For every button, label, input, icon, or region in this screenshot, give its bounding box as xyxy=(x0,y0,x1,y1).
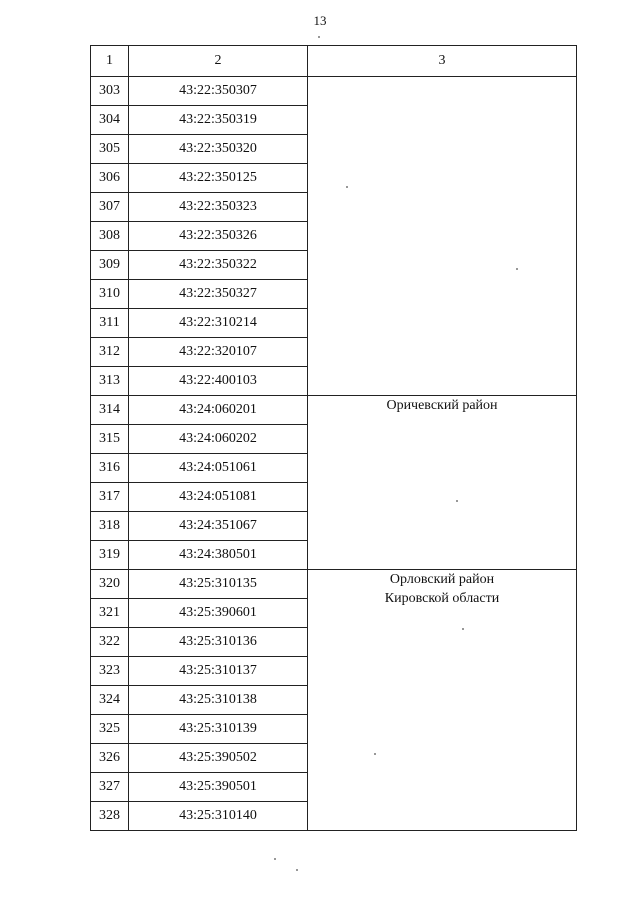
cadastral-code: 43:25:310139 xyxy=(129,715,308,744)
table-row xyxy=(91,396,577,425)
header-col-3: 3 xyxy=(308,46,577,77)
scan-speck xyxy=(374,753,376,755)
row-number: 312 xyxy=(91,338,129,367)
cadastral-code: 43:25:310138 xyxy=(129,686,308,715)
cadastral-code: 43:24:351067 xyxy=(129,512,308,541)
row-number: 308 xyxy=(91,222,129,251)
cadastral-code: 43:25:310137 xyxy=(129,657,308,686)
cadastral-code: 43:22:350307 xyxy=(129,77,308,106)
scan-speck xyxy=(346,186,348,188)
cadastral-code: 43:25:390502 xyxy=(129,744,308,773)
cadastral-code: 43:22:400103 xyxy=(129,367,308,396)
cadastral-table xyxy=(90,45,577,831)
row-number: 327 xyxy=(91,773,129,802)
cadastral-code: 43:22:350322 xyxy=(129,251,308,280)
cadastral-code: 43:22:350323 xyxy=(129,193,308,222)
header-row xyxy=(91,46,577,77)
cadastral-code: 43:24:051081 xyxy=(129,483,308,512)
row-number: 310 xyxy=(91,280,129,309)
cadastral-code: 43:24:060202 xyxy=(129,425,308,454)
table-row xyxy=(91,570,577,599)
cadastral-code: 43:24:060201 xyxy=(129,396,308,425)
scan-speck xyxy=(456,500,458,502)
cadastral-code: 43:22:310214 xyxy=(129,309,308,338)
scan-speck xyxy=(516,268,518,270)
row-number: 325 xyxy=(91,715,129,744)
header-col-1: 1 xyxy=(91,46,129,77)
row-number: 306 xyxy=(91,164,129,193)
row-number: 316 xyxy=(91,454,129,483)
row-number: 315 xyxy=(91,425,129,454)
row-number: 322 xyxy=(91,628,129,657)
row-number: 320 xyxy=(91,570,129,599)
district-cell-orlovsky xyxy=(308,570,577,831)
district-label-line: Кировской области xyxy=(384,591,500,606)
scan-speck xyxy=(296,869,298,871)
cadastral-code: 43:24:051061 xyxy=(129,454,308,483)
row-number: 319 xyxy=(91,541,129,570)
cadastral-code: 43:25:310140 xyxy=(129,802,308,831)
row-number: 324 xyxy=(91,686,129,715)
row-number: 304 xyxy=(91,106,129,135)
cadastral-code: 43:22:350326 xyxy=(129,222,308,251)
row-number: 303 xyxy=(91,77,129,106)
cadastral-code: 43:25:390601 xyxy=(129,599,308,628)
scan-speck xyxy=(274,858,276,860)
cadastral-code: 43:25:390501 xyxy=(129,773,308,802)
district-cell-orichevsky xyxy=(308,396,577,570)
cadastral-code: 43:22:350327 xyxy=(129,280,308,309)
cadastral-code: 43:22:320107 xyxy=(129,338,308,367)
scan-speck xyxy=(318,36,320,38)
row-number: 328 xyxy=(91,802,129,831)
cadastral-code: 43:25:310135 xyxy=(129,570,308,599)
table-row xyxy=(91,77,577,106)
scan-speck xyxy=(462,628,464,630)
row-number: 313 xyxy=(91,367,129,396)
row-number: 323 xyxy=(91,657,129,686)
row-number: 311 xyxy=(91,309,129,338)
district-label-line: Оричевский район xyxy=(386,398,498,413)
cadastral-code: 43:22:350320 xyxy=(129,135,308,164)
row-number: 305 xyxy=(91,135,129,164)
cadastral-code: 43:22:350319 xyxy=(129,106,308,135)
cadastral-code: 43:22:350125 xyxy=(129,164,308,193)
row-number: 318 xyxy=(91,512,129,541)
row-number: 317 xyxy=(91,483,129,512)
row-number: 314 xyxy=(91,396,129,425)
cadastral-code: 43:24:380501 xyxy=(129,541,308,570)
row-number: 321 xyxy=(91,599,129,628)
row-number: 309 xyxy=(91,251,129,280)
district-label-line: Орловский район xyxy=(389,572,495,587)
cadastral-code: 43:25:310136 xyxy=(129,628,308,657)
header-col-2: 2 xyxy=(129,46,308,77)
row-number: 326 xyxy=(91,744,129,773)
row-number: 307 xyxy=(91,193,129,222)
page-number: 13 xyxy=(313,13,327,28)
district-cell-empty xyxy=(308,77,577,396)
